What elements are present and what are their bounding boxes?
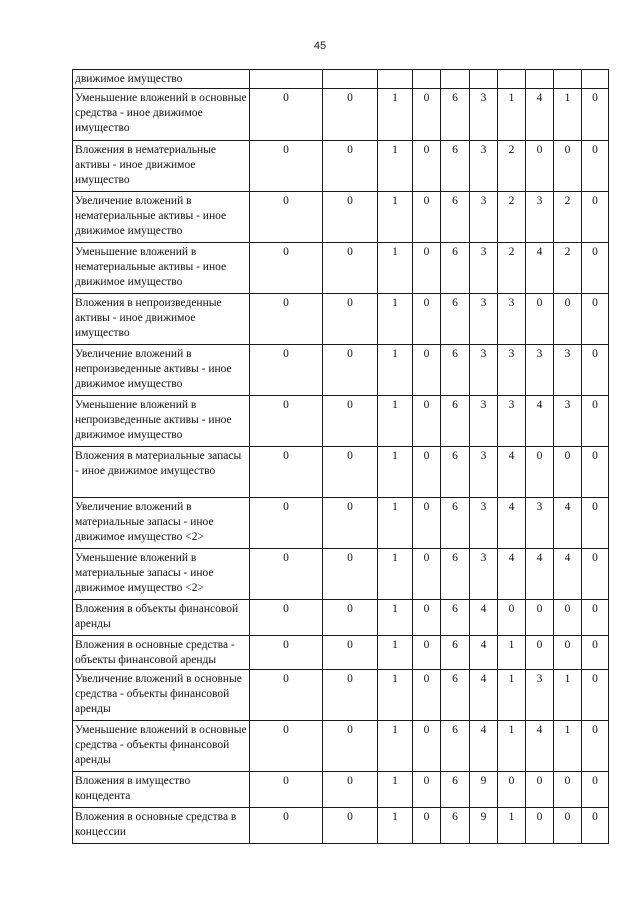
code-digit-cell: 6 bbox=[441, 243, 470, 294]
code-digit-cell: 0 bbox=[413, 721, 441, 772]
code-digit-cell: 3 bbox=[470, 89, 498, 141]
table-row bbox=[73, 670, 609, 721]
code-digit-cell: 1 bbox=[378, 89, 413, 141]
code-digit-cell: 2 bbox=[554, 243, 582, 294]
code-digit-cell: 4 bbox=[470, 721, 498, 772]
code-digit-cell: 4 bbox=[470, 670, 498, 721]
row-label: Увеличение вложений в материальные запасы - иное движимое имущество <2> bbox=[73, 498, 250, 549]
code-digit-cell: 0 bbox=[413, 670, 441, 721]
code-digit-cell: 3 bbox=[470, 345, 498, 396]
code-digit-cell: 9 bbox=[470, 808, 498, 844]
row-label: Вложения в имущество концедента bbox=[73, 772, 250, 808]
row-label: Вложения в объекты финансовой аренды bbox=[73, 600, 250, 636]
code-digit-cell: 0 bbox=[582, 396, 609, 447]
code-digit-cell: 1 bbox=[498, 721, 526, 772]
table-row bbox=[73, 70, 609, 89]
code-digit-cell: 0 bbox=[582, 670, 609, 721]
code-digit-cell: 0 bbox=[554, 141, 582, 192]
code-digit-cell: 0 bbox=[582, 243, 609, 294]
code-digit-cell: 4 bbox=[526, 721, 554, 772]
account-codes-table bbox=[72, 69, 609, 844]
code-digit-cell: 1 bbox=[498, 636, 526, 670]
code-digit-cell: 6 bbox=[441, 294, 470, 345]
code-digit-cell: 4 bbox=[470, 600, 498, 636]
code-digit-cell: 1 bbox=[554, 89, 582, 141]
code-digit-cell: 3 bbox=[498, 396, 526, 447]
table-row bbox=[73, 396, 609, 447]
code-digit-cell: 6 bbox=[441, 600, 470, 636]
code-digit-cell: 0 bbox=[250, 192, 323, 243]
code-digit-cell: 3 bbox=[498, 294, 526, 345]
code-digit-cell: 0 bbox=[582, 808, 609, 844]
code-digit-cell bbox=[441, 70, 470, 89]
code-digit-cell: 0 bbox=[250, 294, 323, 345]
table-row bbox=[73, 447, 609, 498]
code-digit-cell: 0 bbox=[582, 498, 609, 549]
row-label: Вложения в основные средства в концессии bbox=[73, 808, 250, 844]
code-digit-cell: 1 bbox=[378, 808, 413, 844]
code-digit-cell: 0 bbox=[323, 294, 378, 345]
code-digit-cell: 6 bbox=[441, 396, 470, 447]
code-digit-cell: 4 bbox=[526, 396, 554, 447]
code-digit-cell: 1 bbox=[378, 721, 413, 772]
code-digit-cell: 0 bbox=[250, 772, 323, 808]
code-digit-cell: 0 bbox=[582, 600, 609, 636]
row-label: Уменьшение вложений в непроизведенные активы - иное движимое имущество bbox=[73, 396, 250, 447]
code-digit-cell: 6 bbox=[441, 447, 470, 498]
code-digit-cell: 0 bbox=[323, 772, 378, 808]
code-digit-cell: 1 bbox=[378, 396, 413, 447]
code-digit-cell: 0 bbox=[526, 772, 554, 808]
code-digit-cell: 0 bbox=[323, 636, 378, 670]
code-digit-cell: 1 bbox=[378, 447, 413, 498]
code-digit-cell: 0 bbox=[323, 141, 378, 192]
code-digit-cell: 0 bbox=[582, 89, 609, 141]
code-digit-cell: 1 bbox=[498, 89, 526, 141]
code-digit-cell: 3 bbox=[470, 141, 498, 192]
code-digit-cell: 0 bbox=[582, 447, 609, 498]
code-digit-cell: 0 bbox=[413, 192, 441, 243]
code-digit-cell: 0 bbox=[526, 294, 554, 345]
code-digit-cell: 0 bbox=[582, 721, 609, 772]
code-digit-cell bbox=[470, 70, 498, 89]
code-digit-cell: 3 bbox=[554, 345, 582, 396]
code-digit-cell: 0 bbox=[582, 345, 609, 396]
code-digit-cell: 0 bbox=[250, 396, 323, 447]
table-row bbox=[73, 808, 609, 844]
table-row bbox=[73, 192, 609, 243]
code-digit-cell: 0 bbox=[413, 89, 441, 141]
code-digit-cell: 1 bbox=[378, 549, 413, 600]
code-digit-cell: 0 bbox=[582, 772, 609, 808]
code-digit-cell: 6 bbox=[441, 141, 470, 192]
code-digit-cell: 0 bbox=[250, 498, 323, 549]
code-digit-cell: 1 bbox=[378, 498, 413, 549]
code-digit-cell: 0 bbox=[582, 636, 609, 670]
code-digit-cell: 2 bbox=[498, 243, 526, 294]
table-row bbox=[73, 772, 609, 808]
code-digit-cell: 6 bbox=[441, 498, 470, 549]
code-digit-cell: 1 bbox=[378, 294, 413, 345]
table-row bbox=[73, 243, 609, 294]
code-digit-cell: 0 bbox=[323, 447, 378, 498]
code-digit-cell: 0 bbox=[582, 141, 609, 192]
code-digit-cell: 0 bbox=[413, 549, 441, 600]
code-digit-cell: 0 bbox=[554, 600, 582, 636]
code-digit-cell: 1 bbox=[554, 670, 582, 721]
code-digit-cell: 0 bbox=[526, 447, 554, 498]
table-row bbox=[73, 721, 609, 772]
code-digit-cell: 0 bbox=[323, 396, 378, 447]
code-digit-cell: 3 bbox=[470, 498, 498, 549]
row-label: Вложения в материальные запасы - иное движимое имущество bbox=[73, 447, 250, 498]
code-digit-cell: 0 bbox=[250, 808, 323, 844]
code-digit-cell: 6 bbox=[441, 808, 470, 844]
code-digit-cell: 3 bbox=[498, 345, 526, 396]
code-digit-cell: 4 bbox=[526, 89, 554, 141]
code-digit-cell: 1 bbox=[378, 600, 413, 636]
row-label: Уменьшение вложений в материальные запасы - иное движимое имущество <2> bbox=[73, 549, 250, 600]
code-digit-cell: 0 bbox=[323, 721, 378, 772]
table-row bbox=[73, 89, 609, 141]
code-digit-cell: 0 bbox=[413, 772, 441, 808]
row-label: Уменьшение вложений в основные средства - иное движимое имущество bbox=[73, 89, 250, 141]
code-digit-cell: 1 bbox=[498, 808, 526, 844]
code-digit-cell: 6 bbox=[441, 772, 470, 808]
code-digit-cell: 3 bbox=[526, 192, 554, 243]
code-digit-cell bbox=[498, 70, 526, 89]
code-digit-cell: 0 bbox=[526, 600, 554, 636]
code-digit-cell bbox=[526, 70, 554, 89]
code-digit-cell: 0 bbox=[250, 243, 323, 294]
code-digit-cell: 0 bbox=[554, 772, 582, 808]
code-digit-cell: 4 bbox=[470, 636, 498, 670]
code-digit-cell: 1 bbox=[378, 141, 413, 192]
code-digit-cell: 4 bbox=[498, 447, 526, 498]
code-digit-cell: 3 bbox=[554, 396, 582, 447]
code-digit-cell: 6 bbox=[441, 721, 470, 772]
table-row bbox=[73, 636, 609, 670]
code-digit-cell: 0 bbox=[413, 243, 441, 294]
code-digit-cell: 0 bbox=[250, 670, 323, 721]
code-digit-cell: 0 bbox=[323, 670, 378, 721]
code-digit-cell: 4 bbox=[526, 243, 554, 294]
code-digit-cell: 0 bbox=[323, 89, 378, 141]
code-digit-cell: 6 bbox=[441, 549, 470, 600]
code-digit-cell: 0 bbox=[413, 345, 441, 396]
row-label: движимое имущество bbox=[73, 70, 250, 89]
code-digit-cell: 0 bbox=[526, 808, 554, 844]
code-digit-cell bbox=[378, 70, 413, 89]
code-digit-cell: 0 bbox=[582, 294, 609, 345]
code-digit-cell: 0 bbox=[250, 345, 323, 396]
code-digit-cell: 2 bbox=[498, 192, 526, 243]
row-label: Вложения в основные средства - объекты финансовой аренды bbox=[73, 636, 250, 670]
code-digit-cell: 0 bbox=[323, 345, 378, 396]
code-digit-cell: 0 bbox=[250, 636, 323, 670]
table-row bbox=[73, 345, 609, 396]
code-digit-cell bbox=[582, 70, 609, 89]
code-digit-cell: 4 bbox=[498, 498, 526, 549]
code-digit-cell: 4 bbox=[526, 549, 554, 600]
code-digit-cell: 0 bbox=[498, 600, 526, 636]
table-row bbox=[73, 294, 609, 345]
code-digit-cell: 3 bbox=[470, 294, 498, 345]
code-digit-cell: 0 bbox=[554, 636, 582, 670]
code-digit-cell: 0 bbox=[582, 549, 609, 600]
code-digit-cell: 0 bbox=[250, 549, 323, 600]
code-digit-cell: 0 bbox=[554, 808, 582, 844]
code-digit-cell bbox=[250, 70, 323, 89]
code-digit-cell: 4 bbox=[554, 549, 582, 600]
code-digit-cell: 3 bbox=[470, 447, 498, 498]
code-digit-cell: 0 bbox=[250, 721, 323, 772]
code-digit-cell: 0 bbox=[250, 141, 323, 192]
row-label: Увеличение вложений в основные средства - объекты финансовой аренды bbox=[73, 670, 250, 721]
row-label: Увеличение вложений в непроизведенные активы - иное движимое имущество bbox=[73, 345, 250, 396]
code-digit-cell: 0 bbox=[554, 294, 582, 345]
code-digit-cell: 3 bbox=[526, 498, 554, 549]
code-digit-cell bbox=[554, 70, 582, 89]
table-row bbox=[73, 498, 609, 549]
code-digit-cell: 3 bbox=[470, 549, 498, 600]
code-digit-cell: 1 bbox=[378, 345, 413, 396]
code-digit-cell: 6 bbox=[441, 192, 470, 243]
code-digit-cell: 6 bbox=[441, 89, 470, 141]
code-digit-cell: 0 bbox=[413, 498, 441, 549]
code-digit-cell: 4 bbox=[554, 498, 582, 549]
code-digit-cell: 0 bbox=[323, 600, 378, 636]
code-digit-cell: 6 bbox=[441, 670, 470, 721]
row-label: Увеличение вложений в нематериальные активы - иное движимое имущество bbox=[73, 192, 250, 243]
code-digit-cell: 0 bbox=[413, 396, 441, 447]
code-digit-cell: 0 bbox=[323, 549, 378, 600]
code-digit-cell: 3 bbox=[526, 670, 554, 721]
code-digit-cell: 0 bbox=[413, 294, 441, 345]
code-digit-cell: 2 bbox=[554, 192, 582, 243]
code-digit-cell: 0 bbox=[554, 447, 582, 498]
code-digit-cell: 4 bbox=[498, 549, 526, 600]
code-digit-cell: 0 bbox=[526, 636, 554, 670]
table-row bbox=[73, 549, 609, 600]
code-digit-cell: 1 bbox=[378, 772, 413, 808]
code-digit-cell: 6 bbox=[441, 636, 470, 670]
row-label: Уменьшение вложений в нематериальные активы - иное движимое имущество bbox=[73, 243, 250, 294]
code-digit-cell: 0 bbox=[323, 498, 378, 549]
code-digit-cell: 1 bbox=[554, 721, 582, 772]
code-digit-cell: 3 bbox=[470, 396, 498, 447]
code-digit-cell: 6 bbox=[441, 345, 470, 396]
code-digit-cell: 9 bbox=[470, 772, 498, 808]
code-digit-cell: 0 bbox=[413, 141, 441, 192]
row-label: Вложения в нематериальные активы - иное движимое имущество bbox=[73, 141, 250, 192]
code-digit-cell bbox=[323, 70, 378, 89]
code-digit-cell: 3 bbox=[526, 345, 554, 396]
code-digit-cell: 1 bbox=[498, 670, 526, 721]
code-digit-cell: 0 bbox=[323, 808, 378, 844]
row-label: Уменьшение вложений в основные средства - объекты финансовой аренды bbox=[73, 721, 250, 772]
code-digit-cell: 0 bbox=[498, 772, 526, 808]
code-digit-cell: 0 bbox=[323, 243, 378, 294]
code-digit-cell: 0 bbox=[250, 89, 323, 141]
code-digit-cell: 0 bbox=[582, 192, 609, 243]
code-digit-cell: 1 bbox=[378, 636, 413, 670]
code-digit-cell: 0 bbox=[250, 447, 323, 498]
table-row bbox=[73, 600, 609, 636]
code-digit-cell: 0 bbox=[413, 636, 441, 670]
code-digit-cell: 1 bbox=[378, 243, 413, 294]
page-number: 45 bbox=[313, 40, 327, 52]
code-digit-cell: 0 bbox=[413, 600, 441, 636]
code-digit-cell bbox=[413, 70, 441, 89]
code-digit-cell: 0 bbox=[413, 808, 441, 844]
code-digit-cell: 0 bbox=[526, 141, 554, 192]
code-digit-cell: 2 bbox=[498, 141, 526, 192]
code-digit-cell: 0 bbox=[323, 192, 378, 243]
code-digit-cell: 1 bbox=[378, 192, 413, 243]
table-body bbox=[73, 70, 609, 844]
code-digit-cell: 3 bbox=[470, 243, 498, 294]
table-row bbox=[73, 141, 609, 192]
row-label: Вложения в непроизведенные активы - иное движимое имущество bbox=[73, 294, 250, 345]
code-digit-cell: 1 bbox=[378, 670, 413, 721]
code-digit-cell: 0 bbox=[250, 600, 323, 636]
code-digit-cell: 0 bbox=[413, 447, 441, 498]
code-digit-cell: 3 bbox=[470, 192, 498, 243]
